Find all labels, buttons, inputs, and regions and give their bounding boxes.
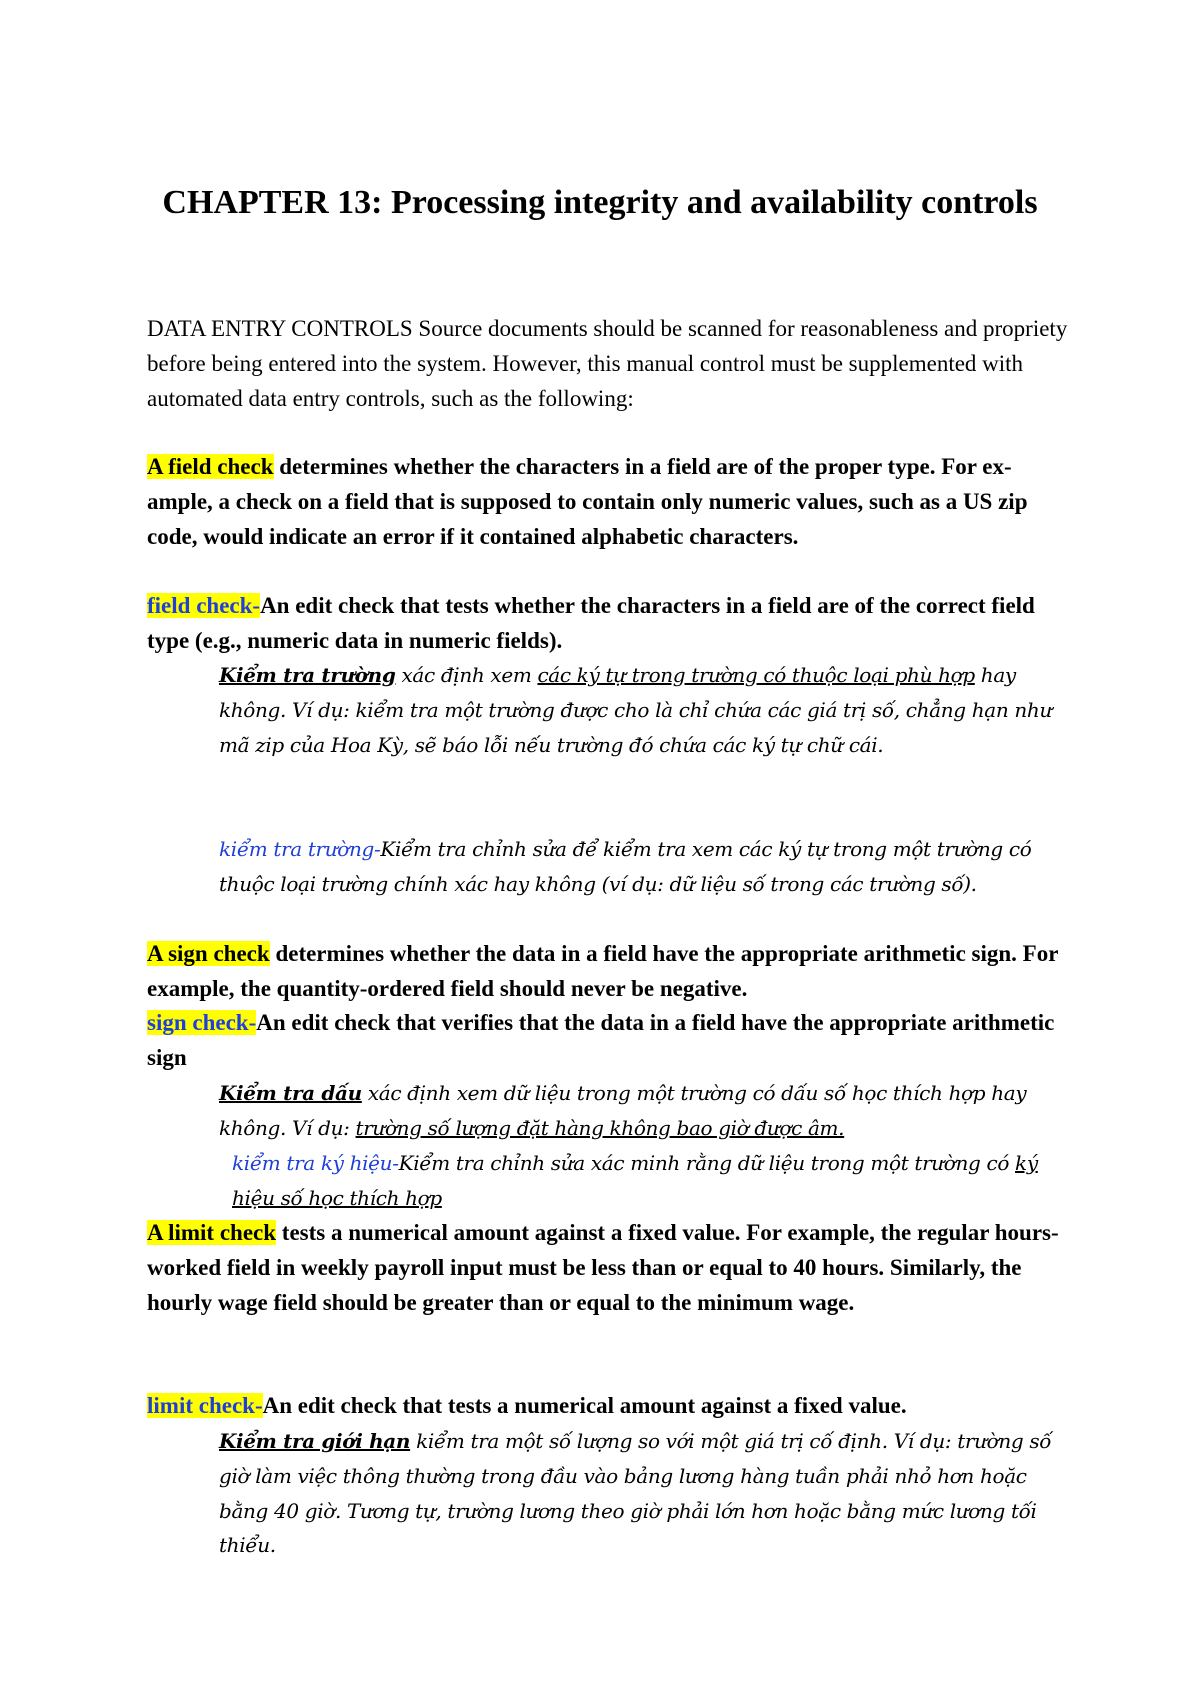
field-check-vi-term: Kiểm tra trường [219,663,396,687]
intro-paragraph [147,312,1077,416]
sign-check-def-term: sign check- [147,1010,257,1035]
field-check-def-term: field check- [147,593,261,618]
field-check-vi-underlined: các ký tự trong trường có thuộc loại phù hợp [537,663,975,687]
limit-check-text: tests a numerical amount against a fixed value. For example, the regular hours-worked field in weekly payroll input must be less than or equal to 40 hours. Similarly, the hourly wage field should be greater than or equal to the minimum wage. [147,1220,1059,1315]
field-check-paragraph [147,450,1077,554]
chapter-title: CHAPTER 13: Processing integrity and availability controls [162,184,1038,221]
field-check-term: A field check [147,454,274,479]
limit-check-vi-term: Kiểm tra giới hạn [219,1429,411,1453]
sign-check-vi-def-underlined: ký hiệu số học thích hợp [232,1151,1038,1210]
sign-check-vi-def-text: Kiểm tra chỉnh sửa xác minh rằng dữ liệu trong một trường có [398,1151,1016,1175]
field-check-definition [147,589,1077,659]
sign-check-vi-definition [232,1146,1052,1216]
sign-check-vi-term: Kiểm tra dấu [219,1081,362,1105]
limit-check-vietnamese [219,1424,1059,1563]
intro-text: DATA ENTRY CONTROLS Source documents should be scanned for reasonableness and propriety before being entered into the system. However, this manual control must be supplemented with automated data entry controls, such as the following: [147,316,1068,411]
sign-check-term: A sign check [147,941,270,966]
sign-check-text: determines whether the data in a field have the appropriate arithmetic sign. For example, the quantity-ordered field should never be negative. [147,941,1058,1001]
limit-check-def-term: limit check- [147,1393,263,1418]
limit-check-vi-text: kiểm tra một số lượng so với một giá trị cố định. Ví dụ: trường số giờ làm việc thông thường trong đầu vào bảng lương hàng tuần phải nhỏ hơn hoặc bằng 40 giờ. Tương tự, trường lương theo giờ phải lớn hơn hoặc bằng mức lương tối thiểu. [219,1429,1052,1558]
sign-check-vi-text1: xác định xem dữ liệu trong một trường có dấu số học thích hợp hay không. Ví dụ: [219,1081,1027,1140]
field-check-vi-def-text: Kiểm tra chỉnh sửa để kiểm tra xem các ký tự trong một trường có thuộc loại trường chính xác hay không (ví dụ: dữ liệu số trong các trường số). [219,837,1032,896]
field-check-vi-text2: hay không. Ví dụ: kiểm tra một trường được cho là chỉ chứa các giá trị số, chẳng hạn như mã zip của Hoa Kỳ, sẽ báo lỗi nếu trường đó chứa các ký tự chữ cái. [219,663,1052,757]
sign-check-paragraph [147,937,1077,1007]
limit-check-term: A limit check [147,1220,277,1245]
field-check-vi-text1: xác định xem [395,663,538,687]
field-check-vietnamese [219,658,1059,762]
sign-check-vi-underlined: trường số lượng đặt hàng không bao giờ được âm. [355,1115,845,1140]
sign-check-vi-def-term: kiểm tra ký hiệu- [232,1151,399,1175]
limit-check-paragraph [147,1216,1077,1320]
sign-check-def-text: An edit check that verifies that the data in a field have the appropriate arithmetic sign [147,1010,1055,1070]
sign-check-vietnamese [219,1076,1059,1146]
field-check-vi-def-term: kiểm tra trường- [219,837,381,861]
field-check-vi-definition [219,832,1059,902]
limit-check-def-text: An edit check that tests a numerical amount against a fixed value. [262,1393,907,1418]
limit-check-definition [147,1389,1077,1424]
field-check-text: determines whether the characters in a field are of the proper type. For ex- ample, a check on a field that is supposed to contain only numeric values, such as a US zip code, would indicate an error if it contained alphabetic characters. [147,454,1028,549]
sign-check-definition [147,1006,1077,1076]
field-check-def-text: An edit check that tests whether the characters in a field are of the correct field type (e.g., numeric data in numeric fields). [147,593,1035,653]
